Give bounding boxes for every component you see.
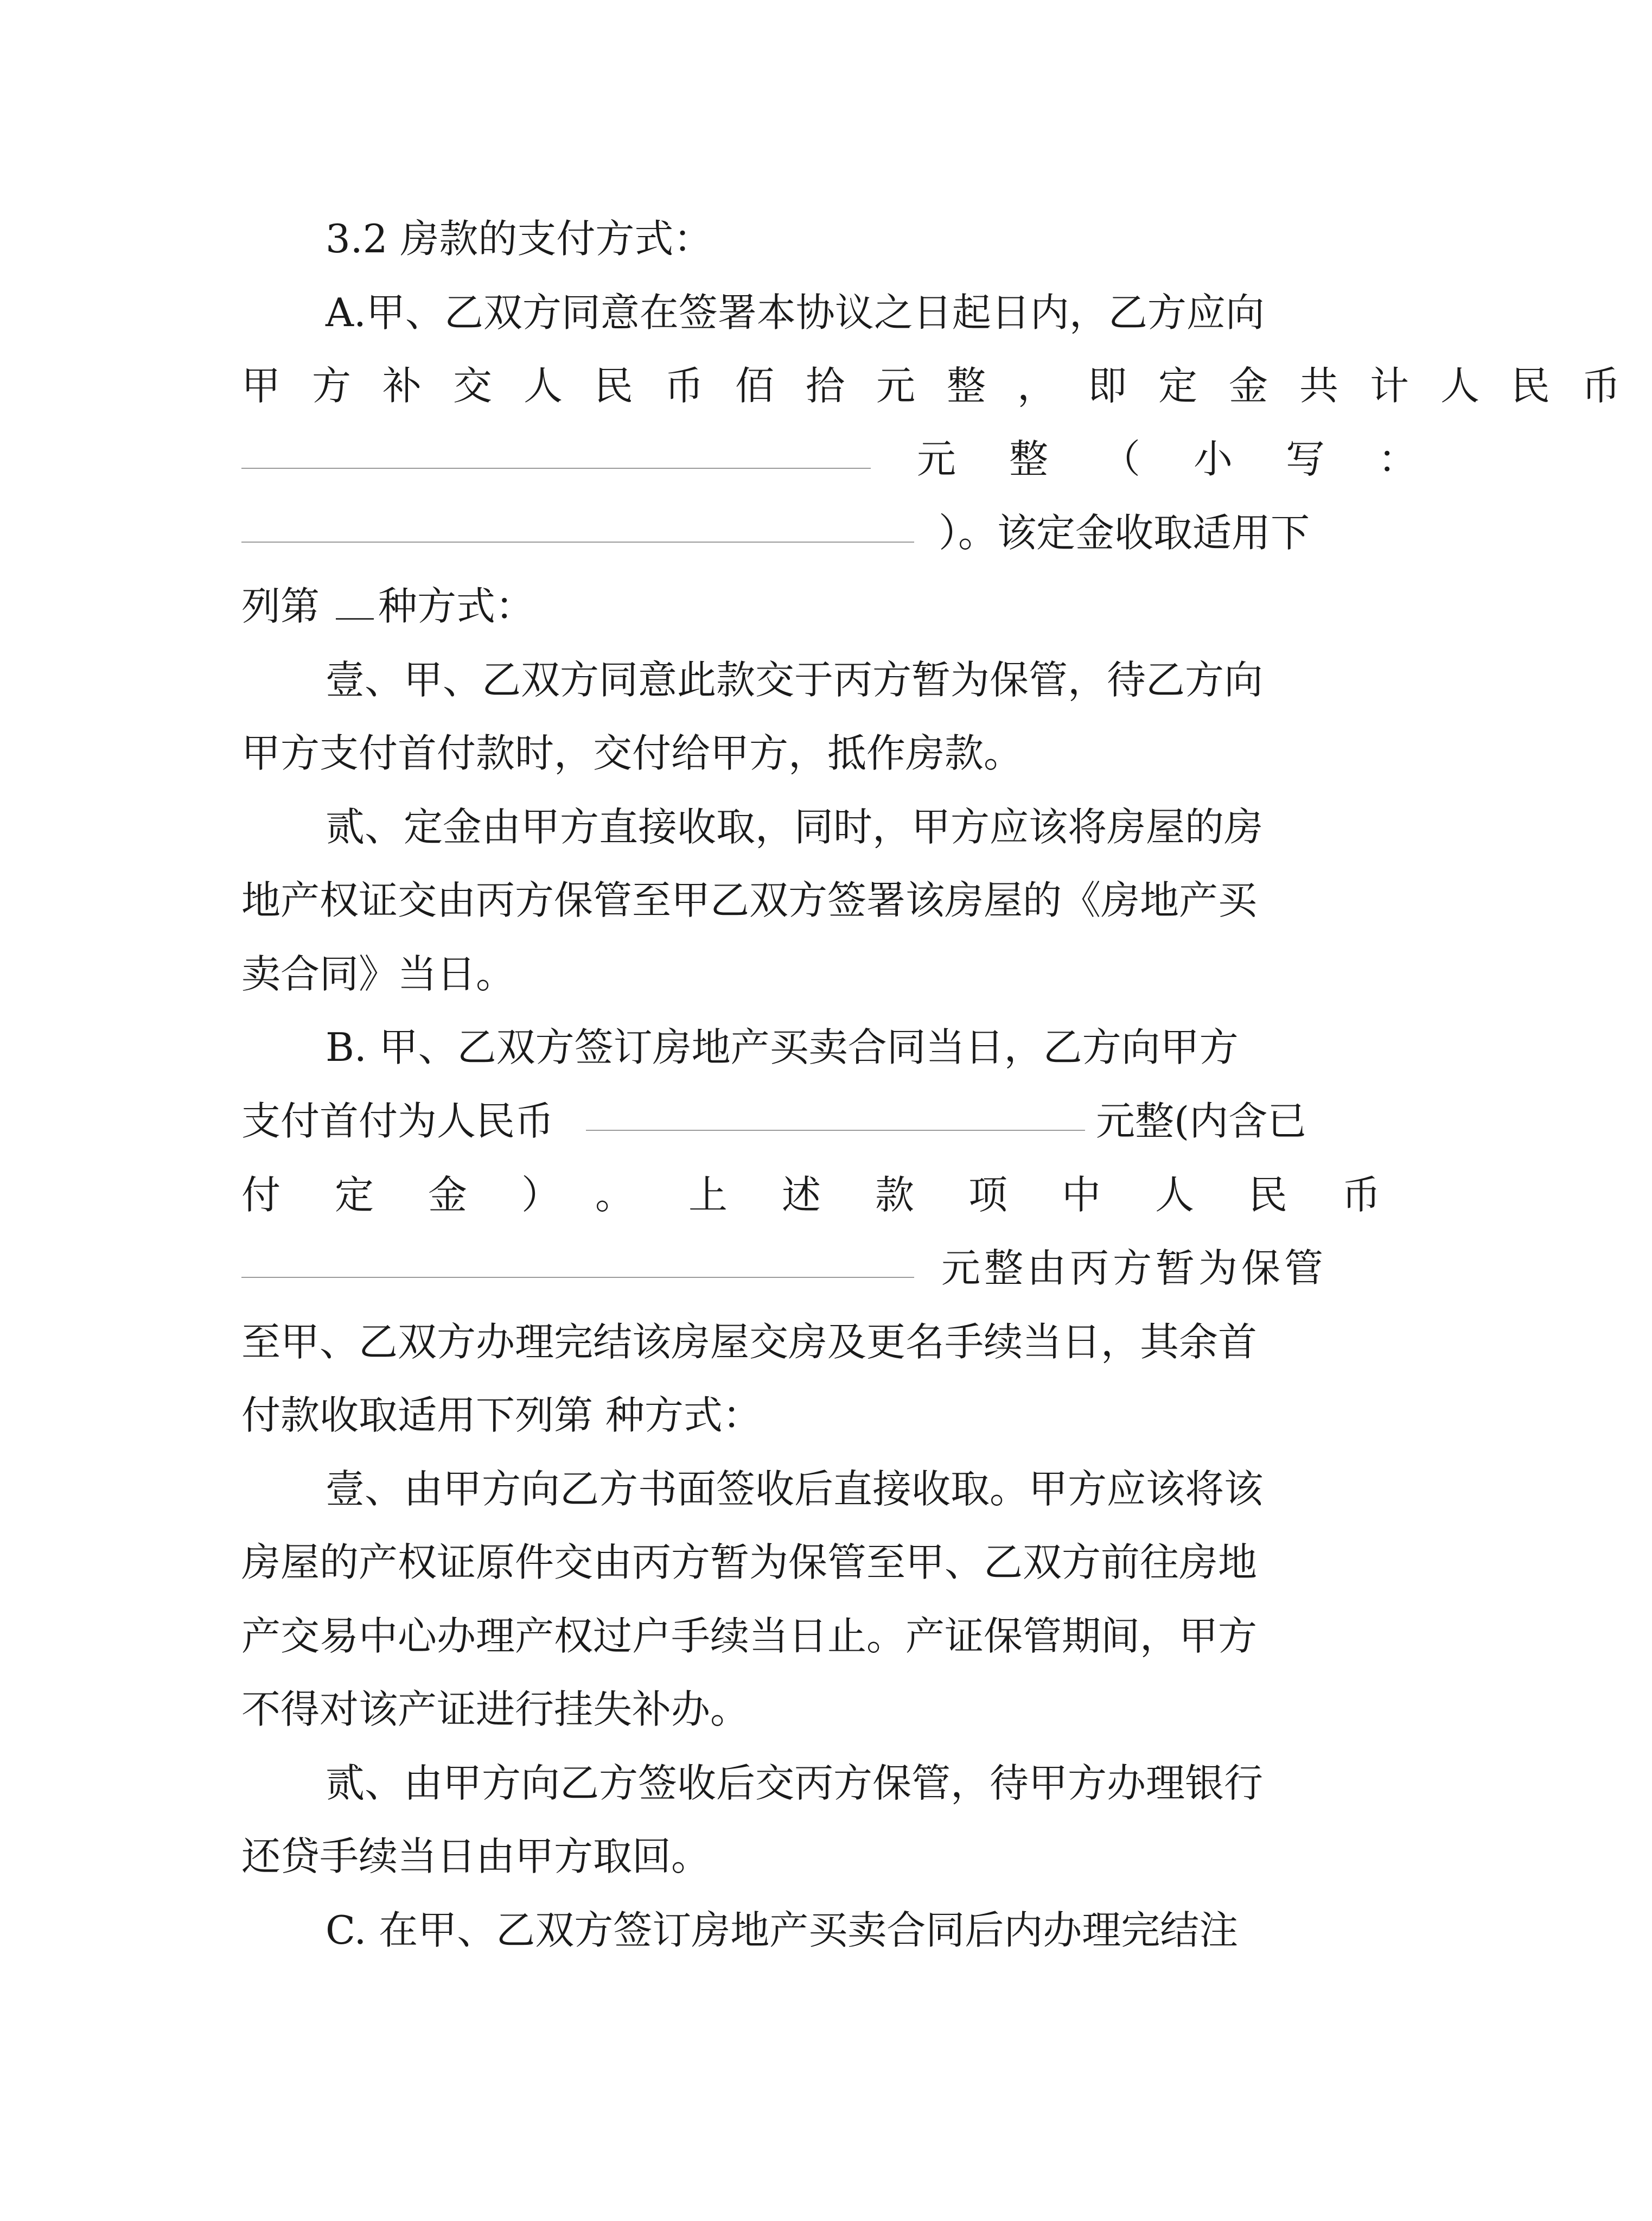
payment-option-1-line-1: 壹、由甲方向乙方书面签收后直接收取。甲方应该将该: [326, 1466, 1264, 1512]
down-payment-suffix: 元整(内含已: [1096, 1098, 1307, 1144]
payment-option-1-line-3: 产交易中心办理产权过户手续当日止。产证保管期间，甲方: [241, 1613, 1258, 1659]
paragraph-b-line-6: 付款收取适用下列第 种方式：: [241, 1392, 762, 1438]
deposit-method-line: [241, 576, 1343, 636]
escrow-amount-caption: 元整由丙方暂为保管: [941, 1245, 1328, 1291]
paragraph-c-line-1: C. 在甲、乙双方签订房地产买卖合同后内办理完结注: [326, 1907, 1239, 1953]
deposit-method-prefix: 列第: [241, 583, 320, 629]
payment-option-2-line-2: 还贷手续当日由甲方取回。: [241, 1834, 711, 1879]
deposit-option-1-line-2: 甲方支付首付款时，交付给甲方，抵作房款。: [241, 730, 1023, 776]
payment-option-1-line-2: 房屋的产权证原件交由丙方暂为保管至甲、乙双方前往房地: [241, 1539, 1258, 1585]
amount-caption: 元整（小写：: [917, 436, 1471, 482]
deposit-option-1-line-1: 壹、甲、乙双方同意此款交于丙方暂为保管，待乙方向: [326, 657, 1264, 703]
paragraph-b-line-5: 至甲、乙双方办理完结该房屋交房及更名手续当日，其余首: [241, 1319, 1258, 1365]
deposit-rule-text: ）。该定金收取适用下: [939, 510, 1310, 556]
paragraph-b-line-3: 付定金）。上述款项中人民币: [241, 1172, 1436, 1218]
deposit-option-2-line-3: 卖合同》当日。: [241, 951, 515, 997]
deposit-option-2-line-2: 地产权证交由丙方保管至甲乙双方签署该房屋的《房地产买: [241, 877, 1258, 923]
amount-blank-line: [241, 467, 871, 469]
deposit-method-blank: [336, 586, 374, 620]
amount-lowercase-blank-line: [241, 540, 914, 543]
paragraph-a-line-2-text: 甲方补交人民币佰拾元整，即定金共计人民币: [241, 363, 1652, 409]
payment-option-2-line-1: 贰、由甲方向乙方签收后交丙方保管，待甲方办理银行: [326, 1760, 1264, 1806]
payment-option-1-line-4: 不得对该产证进行挂失补办。: [241, 1687, 750, 1732]
paragraph-a-line-1: A.甲、乙双方同意在签署本协议之日起日内，乙方应向: [326, 290, 1265, 335]
paragraph-b-line-1: B. 甲、乙双方签订房地产买卖合同当日，乙方向甲方: [326, 1024, 1239, 1070]
deposit-method-suffix: 种方式：: [378, 583, 535, 629]
deposit-option-2-line-1: 贰、定金由甲方直接收取，同时，甲方应该将房屋的房: [326, 804, 1264, 850]
section-heading: 3.2 房款的支付方式：: [326, 216, 713, 262]
down-payment-prefix: 支付首付为人民币: [241, 1098, 554, 1144]
down-payment-blank-line: [586, 1129, 1085, 1131]
escrow-amount-blank-line: [241, 1276, 914, 1278]
paragraph-a-line-2: [241, 356, 1652, 416]
